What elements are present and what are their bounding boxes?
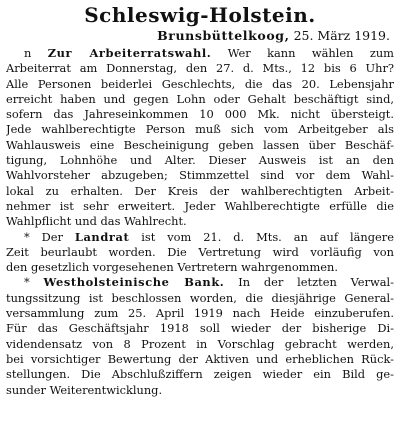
- text-line: Wahlvorsteher abzugeben; Stimmzettel sind vor dem Wahl-: [6, 168, 394, 183]
- text-line: den gesetzlich vorgesehenen Vertretern wahrgenommen.: [6, 260, 338, 275]
- dateline-date: 25. März 1919.: [293, 28, 390, 43]
- headline: Schleswig-Holstein.: [84, 3, 316, 27]
- paragraph-westholsteinische-bank: [6, 275, 394, 397]
- text-line: Arbeiterrat am Donnerstag, den 27. d. Mts., 12 bis 6 Uhr?: [6, 61, 394, 76]
- text-line: Jede wahlberechtigte Person muß sich vom Arbeitgeber als: [6, 122, 394, 137]
- text-line: videndensatz von 8 Prozent in Vorschlag gebracht werden,: [6, 336, 394, 351]
- paragraph-arbeiterratswahl: [6, 46, 394, 230]
- text-line: * Westholsteinische Bank. In der letzten Verwal-: [24, 275, 394, 290]
- text-line: tungssitzung ist beschlossen worden, die diesjährige General-: [6, 290, 394, 305]
- text-line: stellungen. Die Abschlußziffern zeigen wieder ein Bild ge-: [6, 367, 394, 382]
- text-line: Zeit beurlaubt worden. Die Vertretung wird vorläufig von: [6, 244, 394, 259]
- text-line: tigung, Lohnhöhe und Alter. Dieser Ausweis ist an den: [6, 153, 394, 168]
- text-line: erreicht haben und gegen Lohn oder Gehalt beschäftigt sind,: [6, 91, 394, 106]
- text-line: * Der Landrat ist vom 21. d. Mts. an auf längere: [24, 229, 394, 244]
- text-line: Wahlausweis eine Bescheinigung geben lassen über Beschäf-: [6, 137, 394, 152]
- text-line: nehmer ist sehr erweitert. Jeder Wahlberechtigte erfülle die: [6, 198, 394, 213]
- paragraph-landrat: [6, 230, 394, 276]
- text-line: sofern das Jahreseinkommen 10 000 Mk. nicht übersteigt.: [6, 107, 394, 122]
- article-body: [6, 46, 394, 398]
- text-line: Alle Personen beiderlei Geschlechts, die das 20. Lebensjahr: [6, 76, 394, 91]
- text-line: Wahlpflicht und das Wahlrecht.: [6, 214, 187, 229]
- text-line: Für das Geschäftsjahr 1918 soll wieder der bisherige Di-: [6, 321, 394, 336]
- text-line: n Zur Arbeiterratswahl. Wer kann wählen zum: [24, 46, 394, 60]
- text-line: lokal zu erhalten. Der Kreis der wahlberechtigten Arbeit-: [6, 183, 394, 198]
- text-line: bei vorsichtiger Bewertung der Aktiven und erheblichen Rück-: [6, 351, 394, 366]
- dateline: [6, 28, 390, 44]
- text-line: versammlung zum 25. April 1919 nach Heide einzuberufen.: [6, 306, 394, 321]
- text-line: sunder Weiterentwicklung.: [6, 382, 163, 397]
- dateline-place: Brunsbüttelkoog,: [157, 28, 290, 43]
